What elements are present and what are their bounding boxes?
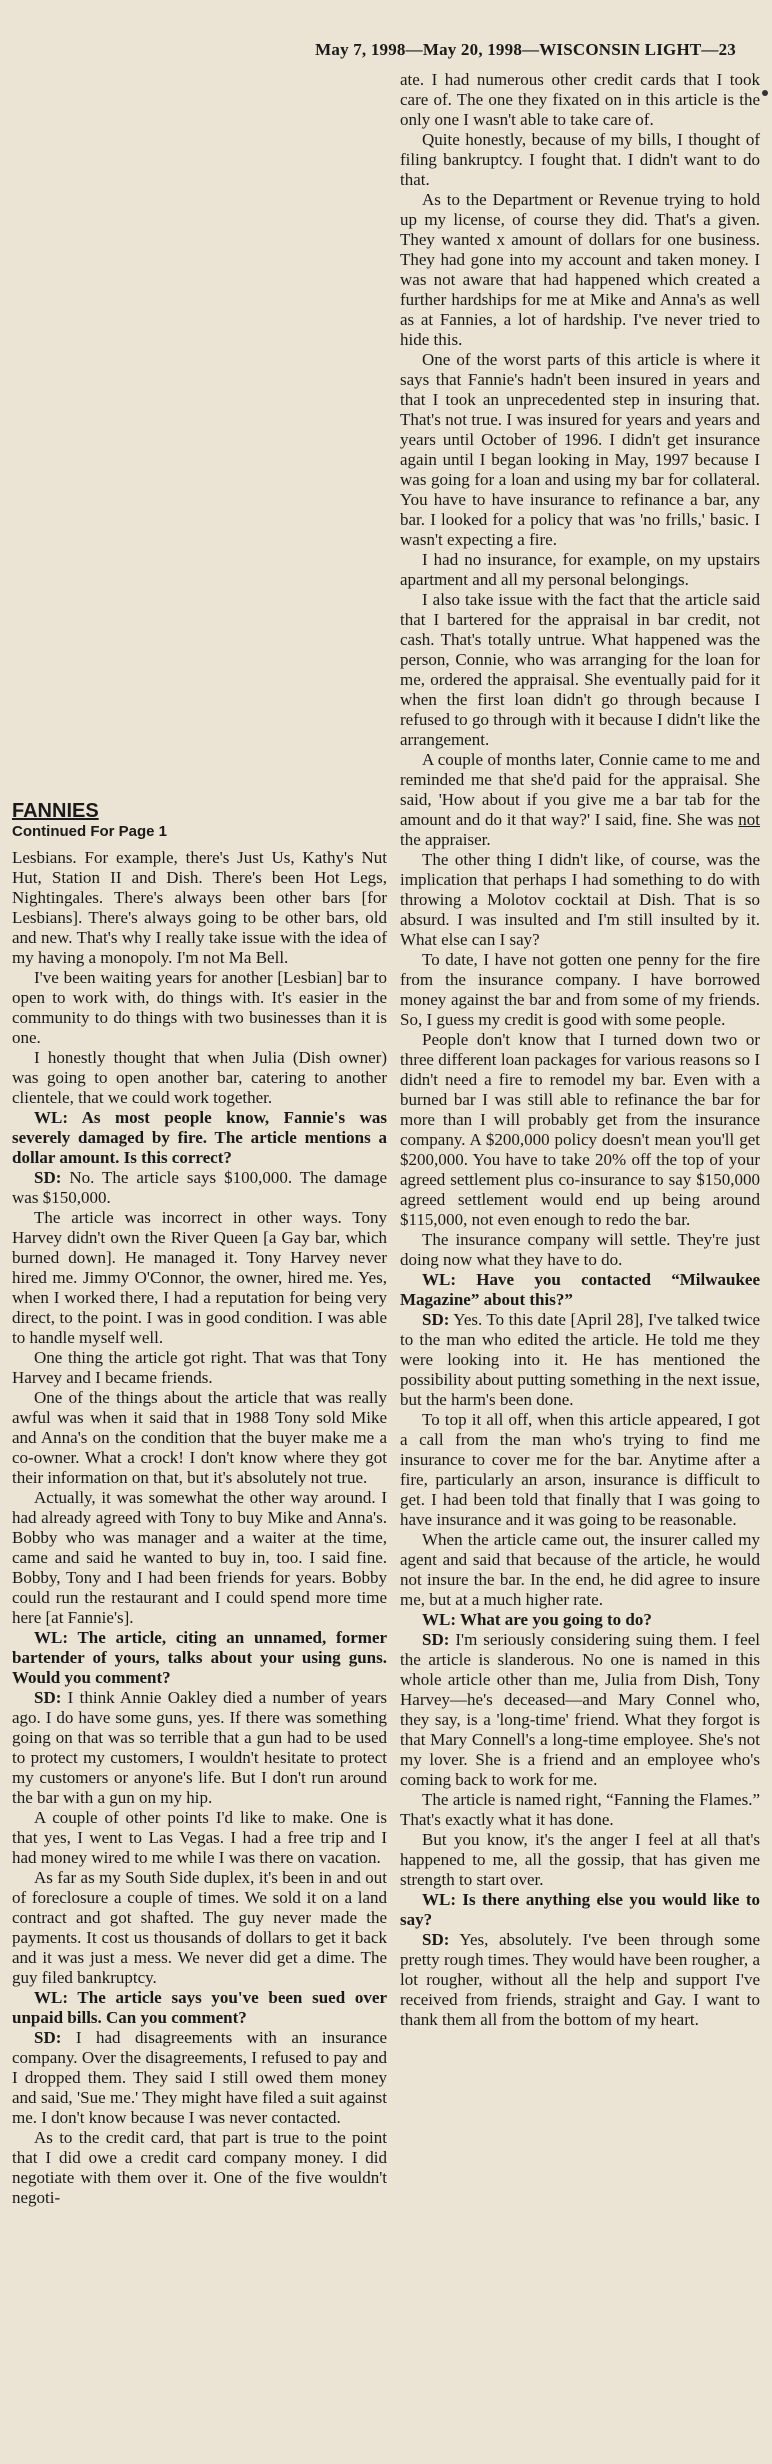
article-paragraph: A couple of months later, Connie came to me and reminded me that she'd paid for the appraisal. She said, 'How about if you give me a bar tab for the amount and do it that way?' I said, fine. She was not the appraiser.: [400, 750, 760, 849]
article-paragraph: Quite honestly, because of my bills, I thought of filing bankruptcy. I fought that. I didn't want to do that.: [400, 130, 760, 189]
article-paragraph: The article was incorrect in other ways. Tony Harvey didn't own the River Queen [a Gay bar, which burned down]. He managed it. Tony Harvey never hired me. Jimmy O'Connor, the owner, hired me. Yes, when I worked there, I had a reputation for being very direct, to the point. I was in good condition. I was able to handle myself well.: [12, 1208, 387, 1347]
speaker-label: SD:: [422, 1630, 450, 1649]
article-paragraph: Actually, it was somewhat the other way around. I had already agreed with Tony to buy Mike and Anna's. Bobby who was manager and a waiter at the time, came and said he wanted to buy in, too. I said fine. Bobby, Tony and I had been friends for years. Bobby could run the restaurant and I could spend more time here [at Fannie's].: [12, 1488, 387, 1627]
article-paragraph: But you know, it's the anger I feel at all that's happened to me, all the gossip, that has given me strength to start over.: [400, 1830, 760, 1889]
article-column-right: [400, 70, 760, 2030]
article-paragraph: I had no insurance, for example, on my upstairs apartment and all my personal belongings.: [400, 550, 760, 589]
speaker-label: SD:: [422, 1930, 450, 1949]
right-column-body: [400, 70, 760, 2030]
speaker-label: WL:: [34, 1108, 68, 1127]
left-column-body: [12, 848, 387, 2208]
article-paragraph: To top it all off, when this article appeared, I got a call from the man who's trying to find me insurance to cover me for the bar. Anytime after a fire, particularly an arson, insurance is difficult to get. I had been told that finally that I was going to have insurance and it was going to be reasonable.: [400, 1410, 760, 1529]
article-paragraph: As to the Department or Revenue trying to hold up my license, of course they did. That's a given. They wanted x amount of dollars for one business. They had gone into my account and taken money. I was not aware that had happened which created a further hardships for me at Mike and Anna's as well as at Fannies, a lot of hardship. I've never tried to hide this.: [400, 190, 760, 349]
article-paragraph: One of the things about the article that was really awful was when it said that in 1988 Tony sold Mike and Anna's on the condition that the buyer make me a co-owner. What a crock! I don't know where they got their information on that, but it's absolutely not true.: [12, 1388, 387, 1487]
article-paragraph: Lesbians. For example, there's Just Us, Kathy's Nut Hut, Station II and Dish. There's been Hot Legs, Nightingales. There's always been other bars [for Lesbians]. There's always going to be other bars, old and new. That's why I really take issue with the idea of my having a monopoly. I'm not Ma Bell.: [12, 848, 387, 967]
interview-question: WL: As most people know, Fannie's was severely damaged by fire. The article mentions a dollar amount. Is this correct?: [12, 1108, 387, 1167]
margin-mark: [762, 90, 768, 96]
speaker-label: SD:: [422, 1310, 450, 1329]
article-paragraph: To date, I have not gotten one penny for the fire from the insurance company. I have borrowed money against the bar and from some of my friends. So, I guess my credit is good with some people.: [400, 950, 760, 1029]
article-paragraph: I've been waiting years for another [Lesbian] bar to open to work with, do things with. It's easier in the community to do things with two businesses than it is one.: [12, 968, 387, 1047]
speaker-label: SD:: [34, 1168, 62, 1187]
page-header: May 7, 1998—May 20, 1998—WISCONSIN LIGHT—23: [315, 40, 736, 59]
underlined-word: not: [738, 810, 760, 829]
speaker-label: WL:: [422, 1890, 456, 1909]
interview-question: WL: Have you contacted “Milwaukee Magazine” about this?”: [400, 1270, 760, 1309]
article-paragraph: The other thing I didn't like, of course, was the implication that perhaps I had something to do with throwing a Molotov cocktail at Dish. That is so absurd. I was insulted and I'm still insulted by it. What else can I say?: [400, 850, 760, 949]
interview-answer: SD: No. The article says $100,000. The damage was $150,000.: [12, 1168, 387, 1207]
article-paragraph: The article is named right, “Fanning the Flames.” That's exactly what it has done.: [400, 1790, 760, 1829]
speaker-label: WL:: [422, 1610, 456, 1629]
article-paragraph: I honestly thought that when Julia (Dish owner) was going to open another bar, catering to another clientele, that we could work together.: [12, 1048, 387, 1107]
interview-question: WL: The article, citing an unnamed, former bartender of yours, talks about your using guns. Would you comment?: [12, 1628, 387, 1687]
speaker-label: WL:: [422, 1270, 456, 1289]
continued-line: Continued For Page 1: [12, 823, 168, 840]
article-paragraph: ate. I had numerous other credit cards that I took care of. The one they fixated on in this article is the only one I wasn't able to take care of.: [400, 70, 760, 129]
article-paragraph: A couple of other points I'd like to make. One is that yes, I went to Las Vegas. I had a free trip and I had money wired to me while I was there on vacation.: [12, 1808, 387, 1867]
interview-answer: SD: Yes. To this date [April 28], I've talked twice to the man who edited the article. He told me they were looking into it. He has mentioned the possibility about putting something in the next issue, but the harm's been done.: [400, 1310, 760, 1409]
article-paragraph: I also take issue with the fact that the article said that I bartered for the appraisal in bar credit, not cash. That's totally untrue. What happened was the person, Connie, who was arranging for the loan for me, ordered the appraisal. She eventually paid for it when the first loan didn't go through because I refused to go through with it because I didn't like the arrangement.: [400, 590, 760, 749]
article-paragraph: The insurance company will settle. They're just doing now what they have to do.: [400, 1230, 760, 1269]
interview-question: WL: The article says you've been sued over unpaid bills. Can you comment?: [12, 1988, 387, 2027]
article-paragraph: One thing the article got right. That was that Tony Harvey and I became friends.: [12, 1348, 387, 1387]
article-paragraph: People don't know that I turned down two or three different loan packages for various reasons so I didn't need a fire to remodel my bar. Even with a burned bar I was still able to refinance the bar for more than I will probably get from the insurance company. A $200,000 policy doesn't mean you'll get $200,000. You have to take 20% off the top of your agreed settlement plus co-insurance to say $150,000 agreed settlement would end up being around $115,000, not even enough to redo the bar.: [400, 1030, 760, 1229]
speaker-label: SD:: [34, 1688, 62, 1707]
speaker-label: SD:: [34, 2028, 62, 2047]
interview-question: WL: What are you going to do?: [422, 1610, 652, 1629]
speaker-label: WL:: [34, 1988, 68, 2007]
article-paragraph: When the article came out, the insurer called my agent and said that because of the article, he would not insure the bar. In the end, he did agree to insure me, but at a much higher rate.: [400, 1530, 760, 1609]
interview-answer: SD: Yes, absolutely. I've been through some pretty rough times. They would have been rougher, a lot rougher, without all the help and support I've received from friends, straight and Gay. I want to thank them all from the bottom of my heart.: [400, 1930, 760, 2029]
interview-question: WL: Is there anything else you would like to say?: [400, 1890, 760, 1929]
article-column-left: [12, 800, 387, 2208]
article-headline: FANNIES: [12, 800, 99, 822]
article-paragraph: One of the worst parts of this article is where it says that Fannie's hadn't been insured in years and that I took an unprecedented step in insuring that. That's not true. I was insured for years and years and years until October of 1996. I didn't get insurance again until I began looking in May, 1997 because I was going for a loan and using my bar for collateral. You have to have insurance to refinance a bar, any bar. I looked for a policy that was 'no frills,' basic. I wasn't expecting a fire.: [400, 350, 760, 549]
interview-answer: SD: I had disagreements with an insurance company. Over the disagreements, I refused to pay and I dropped them. They said I still owed them money and said, 'Sue me.' They might have filed a suit against me. I don't know because I was never contacted.: [12, 2028, 387, 2127]
interview-answer: SD: I'm seriously considering suing them. I feel the article is slanderous. No one is named in this whole article other than me, Julia from Dish, Tony Harvey—he's deceased—and Mary Connel who, they say, is a 'long-time' friend. What they forgot is that Mary Connell's a long-time employee. She's not my lover. She is a friend and an employee who's coming back to work for me.: [400, 1630, 760, 1789]
interview-answer: SD: I think Annie Oakley died a number of years ago. I do have some guns, yes. If there was something going on that was so terrible that a gun had to be used to protect my customers, I wouldn't hesitate to protect my customers or anyone's life. But I don't run around the bar with a gun on my hip.: [12, 1688, 387, 1807]
article-paragraph: As far as my South Side duplex, it's been in and out of foreclosure a couple of times. We sold it on a land contract and got shafted. The guy never made the payments. It cost us thousands of dollars to get it back and it was just a mess. We never did get a dime. The guy filed bankruptcy.: [12, 1868, 387, 1987]
article-paragraph: As to the credit card, that part is true to the point that I did owe a credit card company money. I did negotiate with them over it. One of the five wouldn't negoti-: [12, 2128, 387, 2207]
speaker-label: WL:: [34, 1628, 68, 1647]
